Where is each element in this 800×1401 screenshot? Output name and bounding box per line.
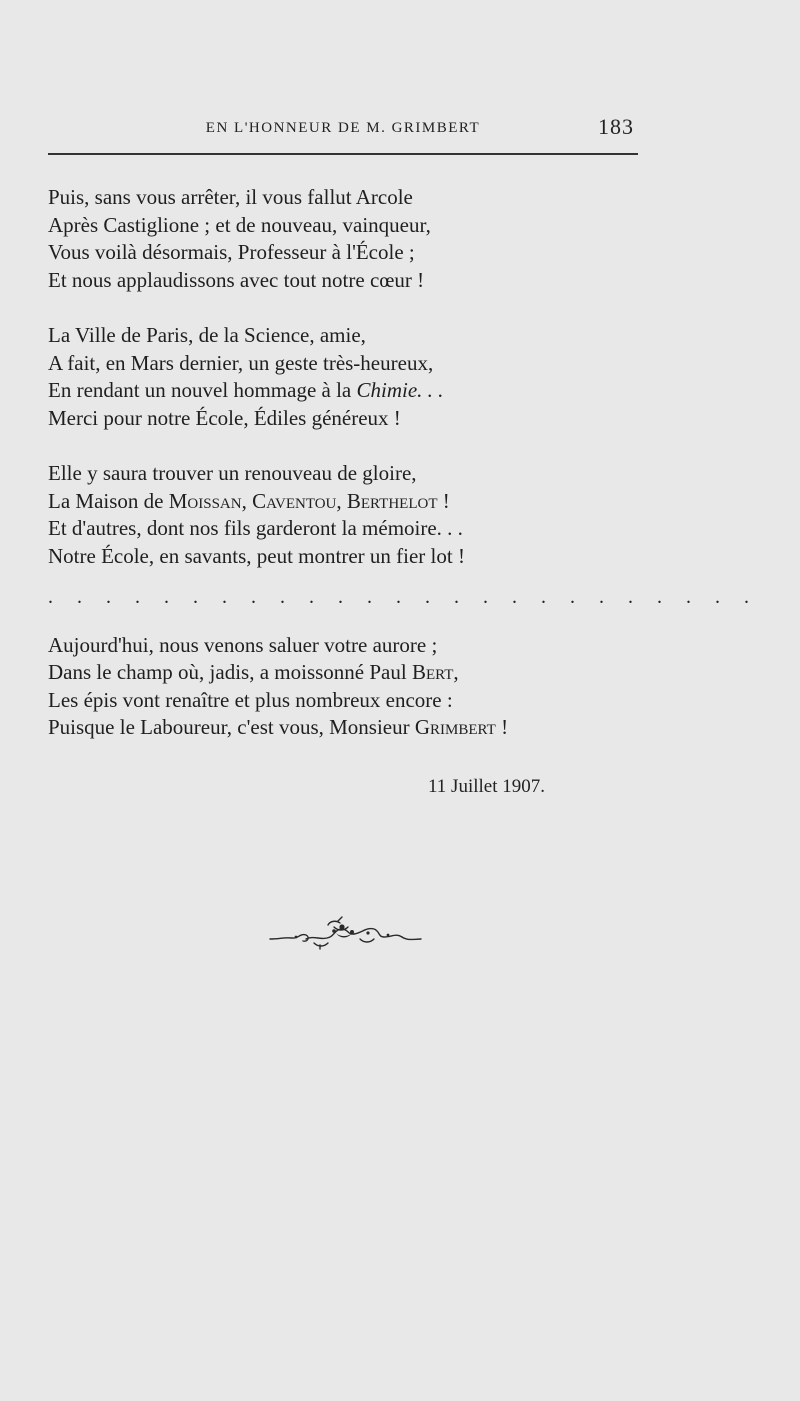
verse-line [48, 488, 668, 516]
verse-text: Dans le champ où, jadis, a moissonné Paul [48, 660, 412, 684]
verse-line: Les épis vont renaître et plus nombreux encore : [48, 687, 453, 712]
name-bert: Bert [411, 660, 454, 684]
verse-text: ! [437, 488, 450, 513]
verse-line [48, 659, 668, 687]
italic-word-chimie: Chimie. . . [356, 378, 444, 402]
verse-line: Après Castiglione ; et de nouveau, vainqueur, [48, 212, 431, 237]
verse-text: , [241, 488, 253, 513]
verse-text: En rendant un nouvel hommage à la [48, 378, 357, 402]
name-berthelot: Berthelot [346, 488, 438, 513]
verse-line: Notre École, en savants, peut montrer un fier lot ! [48, 543, 465, 568]
name-caventou: Caventou [252, 488, 337, 513]
verse-line: Aujourd'hui, nous venons saluer votre aurore ; [48, 632, 438, 657]
stanza-2 [48, 322, 668, 432]
poem-date: 11 Juillet 1907. [428, 776, 545, 797]
verse-line: La Ville de Paris, de la Science, amie, [48, 323, 366, 347]
name-moissan: Moissan [168, 488, 242, 513]
verse-line: Et d'autres, dont nos fils garderont la mémoire. . . [48, 516, 463, 540]
verse-text: ! [495, 715, 509, 739]
verse-line [48, 714, 668, 742]
header-rule [48, 153, 638, 155]
floral-tailpiece-ornament-icon [268, 915, 423, 955]
stanza-3 [48, 460, 668, 570]
verse-line: Vous voilà désormais, Professeur à l'École ; [48, 240, 415, 264]
verse-line: Puis, sans vous arrêter, il vous fallut Arcole [48, 185, 413, 209]
verse-line [48, 377, 668, 405]
running-header-title: EN L'HONNEUR DE M. GRIMBERT [205, 120, 481, 136]
verse-text: , [453, 660, 459, 684]
verse-text: La Maison de [48, 488, 169, 513]
verse-line: Merci pour notre École, Édiles généreux ! [48, 405, 401, 430]
verse-text: Puisque le Laboureur, c'est vous, Monsieur [48, 715, 415, 739]
verse-line: A fait, en Mars dernier, un geste très-heureux, [48, 350, 434, 375]
stanza-4 [48, 632, 668, 742]
verse-text: , [336, 488, 347, 513]
name-grimbert: Grimbert [414, 715, 496, 739]
ellipsis-dot-row: . . . . . . . . . . . . . . . . . . . . . . . . . [48, 586, 759, 608]
verse-line: Elle y saura trouver un renouveau de gloire, [48, 461, 417, 485]
poem-body [48, 184, 759, 770]
page-number: 183 [598, 114, 634, 139]
stanza-1 [48, 184, 668, 294]
verse-line: Et nous applaudissons avec tout notre cœur ! [48, 267, 425, 292]
